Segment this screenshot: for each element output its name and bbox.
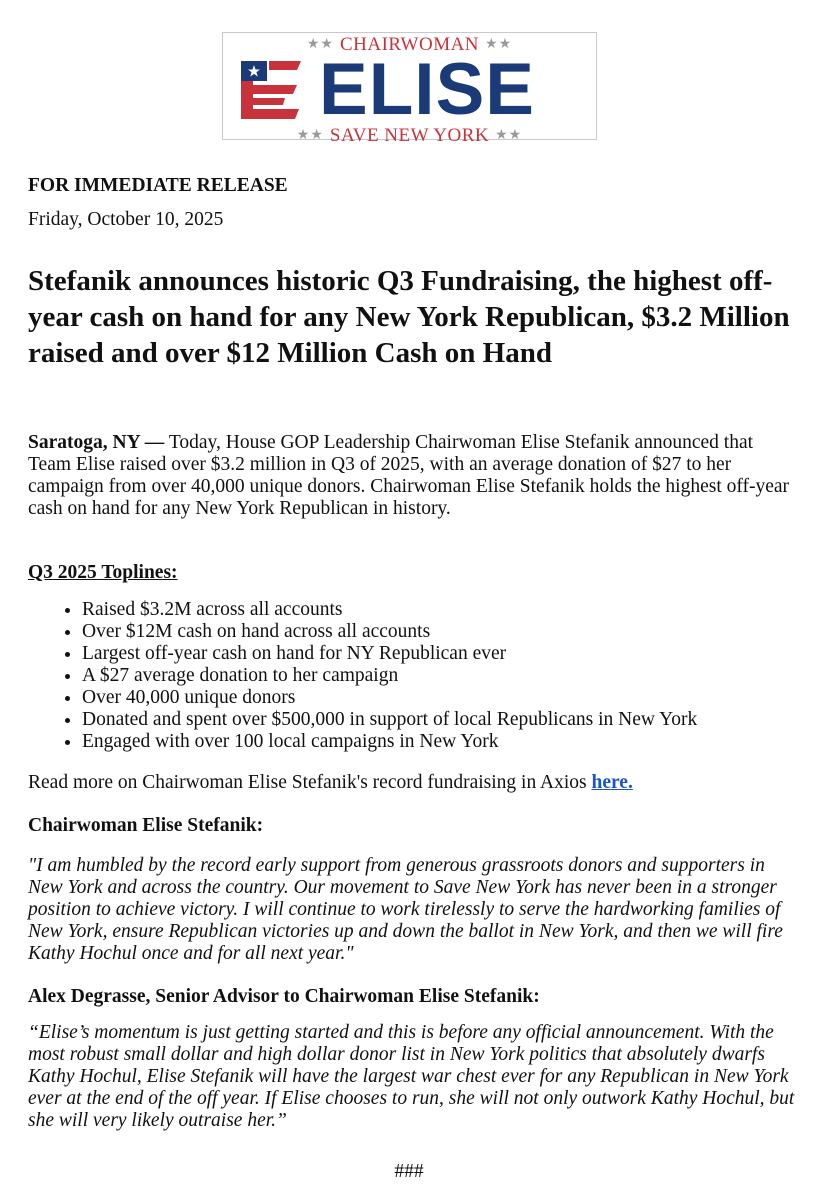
list-item: • A $27 average donation to her campaign: [82, 665, 798, 687]
end-mark: ###: [394, 1161, 424, 1182]
logo-bottom-line: [223, 124, 596, 148]
flag-e-icon: [239, 57, 303, 123]
list-item: • Over 40,000 unique donors: [82, 687, 798, 709]
logo-tagline-text: SAVE NEW YORK: [329, 125, 490, 146]
read-more-paragraph: [28, 771, 798, 795]
quote1-speaker: Chairwoman Elise Stefanik:: [28, 815, 264, 836]
lede-paragraph: [28, 432, 798, 520]
quote2-speaker: Alex Degrasse, Senior Advisor to Chairwoman Elise Stefanik:: [28, 986, 540, 1007]
logo-chairwoman-text: CHAIRWOMAN: [339, 34, 480, 55]
read-more-text: Read more on Chairwoman Elise Stefanik's record fundraising in Axios: [28, 772, 592, 793]
list-item: • Over $12M cash on hand across all accounts: [82, 621, 798, 643]
star-icon: ★★: [495, 128, 523, 143]
axios-link[interactable]: here.: [591, 772, 633, 793]
star-icon: ★★: [306, 37, 334, 52]
list-item: • Donated and spent over $500,000 in support of local Republicans in New York: [82, 709, 798, 731]
release-label: FOR IMMEDIATE RELEASE: [28, 175, 288, 196]
toplines-list: [28, 599, 798, 753]
star-icon: ★★: [485, 37, 513, 52]
quote1-text: "I am humbled by the record early support from generous grassroots donors and supporters in New York and across the country. Our movement to Save New York has never been in a stronger position to achieve victory. I will continue to work tirelessly to serve the hardworking families of New York, ensure Republican victories up and down the ballot in New York, and then we will fire Kathy Hochul once and for all next year.": [28, 855, 783, 964]
list-item: • Largest off-year cash on hand for NY Republican ever: [82, 643, 798, 665]
quote2-text: “Elise’s momentum is just getting started and this is before any official announcement. With the most robust small dollar and high dollar donor list in New York politics that absolutely dwarfs Kathy Hochul, Elise Stefanik will have the largest war chest ever for any Republican in New York ever at the end of the off year. If Elise chooses to run, she will not only outwork Kathy Hochul, but she will very likely outraise her.”: [28, 1022, 795, 1131]
star-icon: ★★: [296, 128, 324, 143]
logo-name: ELISE: [319, 49, 535, 130]
dateline: Saratoga, NY —: [28, 432, 165, 453]
list-item: • Engaged with over 100 local campaigns in New York: [82, 731, 798, 753]
headline: Stefanik announces historic Q3 Fundraising, the highest off-year cash on hand for any New York Republican, $3.2 Million raised and over $12 Million Cash on Hand: [28, 265, 790, 369]
lede-body: Today, House GOP Leadership Chairwoman Elise Stefanik announced that Team Elise raised over $3.2 million in Q3 of 2025, with an average donation of $27 to her campaign from over 40,000 unique donors. Chairwoman Elise Stefanik holds the highest off-year cash on hand for any New York Republican in history.: [28, 432, 790, 519]
release-date: Friday, October 10, 2025: [28, 209, 224, 230]
toplines-title: Q3 2025 Toplines:: [28, 562, 178, 583]
campaign-logo: [222, 32, 597, 146]
list-item: • Raised $3.2M across all accounts: [82, 599, 798, 621]
